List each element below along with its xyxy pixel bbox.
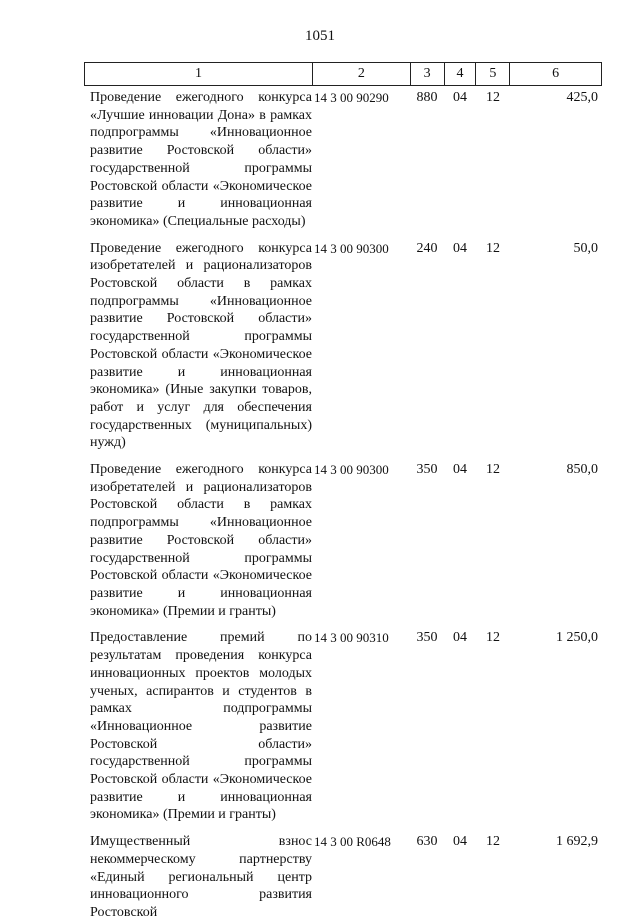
row-col-3: 240 [416,240,438,256]
table-body [84,86,602,922]
row-code: 14 3 00 R0648 [314,834,391,850]
row-amount: 1 250,0 [556,630,598,646]
row-col-4: 04 [453,834,467,850]
row-col-3: 350 [416,630,438,646]
row-col-3: 630 [416,834,438,850]
row-col-3: 350 [416,462,438,478]
row-description: Предоставление премий по результатам проведения конкурса инновационных проектов молодых ученых, аспирантов и студентов в рамках подпрограммы «Инновационное развитие Ростовской области» государственной программы Ростовской области «Экономическое развитие и инновационная экономика» (Премии и гранты) [90,630,312,823]
table-row [84,833,602,922]
header-col-2: 2 [312,63,410,85]
row-code: 14 3 00 90310 [314,630,389,646]
row-col-5: 12 [486,240,500,256]
table-row [84,240,602,452]
header-col-1: 1 [195,66,203,81]
row-amount: 425,0 [566,90,598,105]
header-col-5: 5 [475,63,509,85]
row-col-5: 12 [486,462,500,478]
row-col-4: 04 [453,630,467,646]
table-header-row [84,62,602,86]
table-row [84,89,602,231]
row-description: Имущественный взнос некоммерческому партнерству «Единый региональный центр инновационного развития Ростовской [90,834,312,920]
row-amount: 1 692,9 [556,834,598,850]
row-description: Проведение ежегодного конкурса изобретателей и рационализаторов Ростовской области в рамках подпрограммы «Инновационное развитие Ростовской области» государственной программы Ростовской области «Экономическое развитие и инновационная экономика» (Иные закупки товаров, работ и услуг для обеспечения государственных (муниципальных) нужд) [90,240,312,451]
row-col-4: 04 [453,462,467,478]
row-col-5: 12 [486,90,500,105]
row-amount: 850,0 [566,462,598,478]
row-col-3: 880 [416,90,438,105]
row-col-4: 04 [453,240,467,256]
table-row [84,461,602,620]
row-code: 14 3 00 90290 [314,90,389,105]
row-description: Проведение ежегодного конкурса «Лучшие инновации Дона» в рамках подпрограммы «Инновационное развитие Ростовской области» государственной программы Ростовской области «Экономическое развитие и инновационная экономика» (Специальные расходы) [90,90,312,229]
row-description: Проведение ежегодного конкурса изобретателей и рационализаторов Ростовской области в рамках подпрограммы «Инновационное развитие Ростовской области» государственной программы Ростовской области «Экономическое развитие и инновационная экономика» (Премии и гранты) [90,462,312,619]
row-col-5: 12 [486,630,500,646]
header-col-3: 3 [410,63,444,85]
row-code: 14 3 00 90300 [314,462,389,478]
page-number: 1051 [305,28,335,44]
header-col-4: 4 [444,63,476,85]
header-col-6: 6 [509,63,601,85]
row-code: 14 3 00 90300 [314,240,389,256]
row-amount: 50,0 [573,240,598,256]
table-row [84,629,602,824]
row-col-4: 04 [453,90,467,105]
row-col-5: 12 [486,834,500,850]
